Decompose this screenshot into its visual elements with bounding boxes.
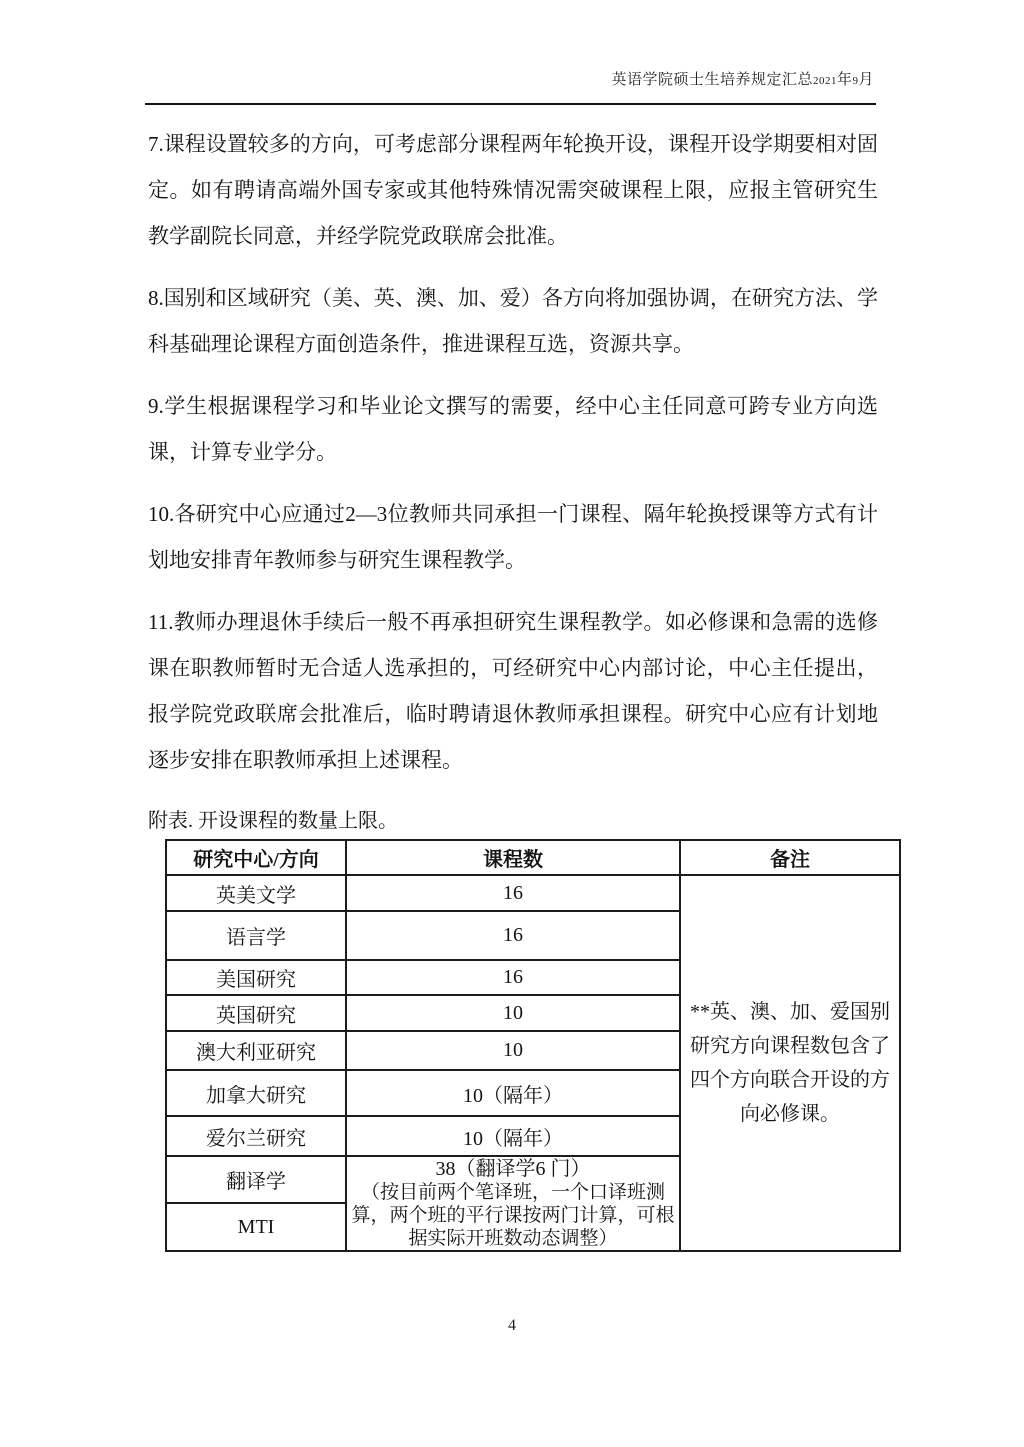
- cell-remark: **英、澳、加、爱国别研究方向课程数包含了四个方向联合开设的方向必修课。: [680, 875, 900, 1251]
- column-header-remark: 备注: [680, 840, 900, 875]
- cell-center-name: 英国研究: [166, 995, 346, 1031]
- cell-center-name: MTI: [166, 1203, 346, 1251]
- cell-course-count: 16: [346, 960, 680, 995]
- cell-course-count: 16: [346, 875, 680, 911]
- header-year: 2021: [812, 75, 837, 87]
- cell-center-name: 澳大利亚研究: [166, 1031, 346, 1070]
- cell-course-count: 10: [346, 995, 680, 1031]
- cell-center-name: 翻译学: [166, 1156, 346, 1203]
- header-month-unit: 月: [858, 72, 874, 88]
- page-number: 4: [508, 1317, 516, 1334]
- merged-count-headline: 38（翻译学6 门）: [435, 1158, 591, 1180]
- cell-center-name: 语言学: [166, 911, 346, 960]
- document-header: [148, 68, 874, 89]
- paragraph-item-11: 11.教师办理退休手续后一般不再承担研究生课程教学。如必修课和急需的选修课在职教师暂时无合适人选承担的，可经研究中心内部讨论，中心主任提出，报学院党政联席会批准后，临时聘请退休教师承担课程。研究中心应有计划地逐步安排在职教师承担上述课程。: [148, 610, 878, 772]
- paragraph-item-10: 10.各研究中心应通过2—3位教师共同承担一门课程、隔年轮换授课等方式有计划地安排青年教师参与研究生课程教学。: [148, 502, 878, 572]
- column-header-center: 研究中心/方向: [166, 840, 346, 875]
- header-divider: [145, 103, 876, 105]
- header-year-unit: 年: [836, 72, 853, 88]
- header-month: 9: [852, 75, 859, 87]
- column-header-count: 课程数: [346, 840, 680, 875]
- table-caption: 附表. 开设课程的数量上限。: [148, 810, 398, 832]
- merged-count-note: （按目前两个笔译班，一个口译班测算，两个班的平行课按两门计算，可根据实际开班数动态调整）: [351, 1182, 675, 1249]
- cell-course-count-merged: [346, 1156, 680, 1251]
- header-title: 英语学院硕士生培养规定汇总: [611, 72, 813, 88]
- cell-course-count: 10: [346, 1031, 680, 1070]
- paragraph-item-8: 8.国别和区域研究（美、英、澳、加、爱）各方向将加强协调，在研究方法、学科基础理论课程方面创造条件，推进课程互选，资源共享。: [148, 286, 878, 356]
- cell-center-name: 美国研究: [166, 960, 346, 995]
- course-limit-table: [165, 839, 901, 1252]
- cell-center-name: 英美文学: [166, 875, 346, 911]
- cell-center-name: 爱尔兰研究: [166, 1116, 346, 1156]
- table-row: [166, 875, 900, 911]
- cell-course-count: 10（隔年）: [346, 1070, 680, 1116]
- document-body: [148, 121, 890, 1252]
- cell-course-count: 10（隔年）: [346, 1116, 680, 1156]
- cell-center-name: 加拿大研究: [166, 1070, 346, 1116]
- table-header-row: [166, 840, 900, 875]
- paragraph-item-7: 7.课程设置较多的方向，可考虑部分课程两年轮换开设，课程开设学期要相对固定。如有聘请高端外国专家或其他特殊情况需突破课程上限，应报主管研究生教学副院长同意，并经学院党政联席会批准。: [148, 132, 878, 248]
- cell-course-count: 16: [346, 911, 680, 960]
- paragraph-item-9: 9.学生根据课程学习和毕业论文撰写的需要，经中心主任同意可跨专业方向选课，计算专业学分。: [148, 394, 878, 464]
